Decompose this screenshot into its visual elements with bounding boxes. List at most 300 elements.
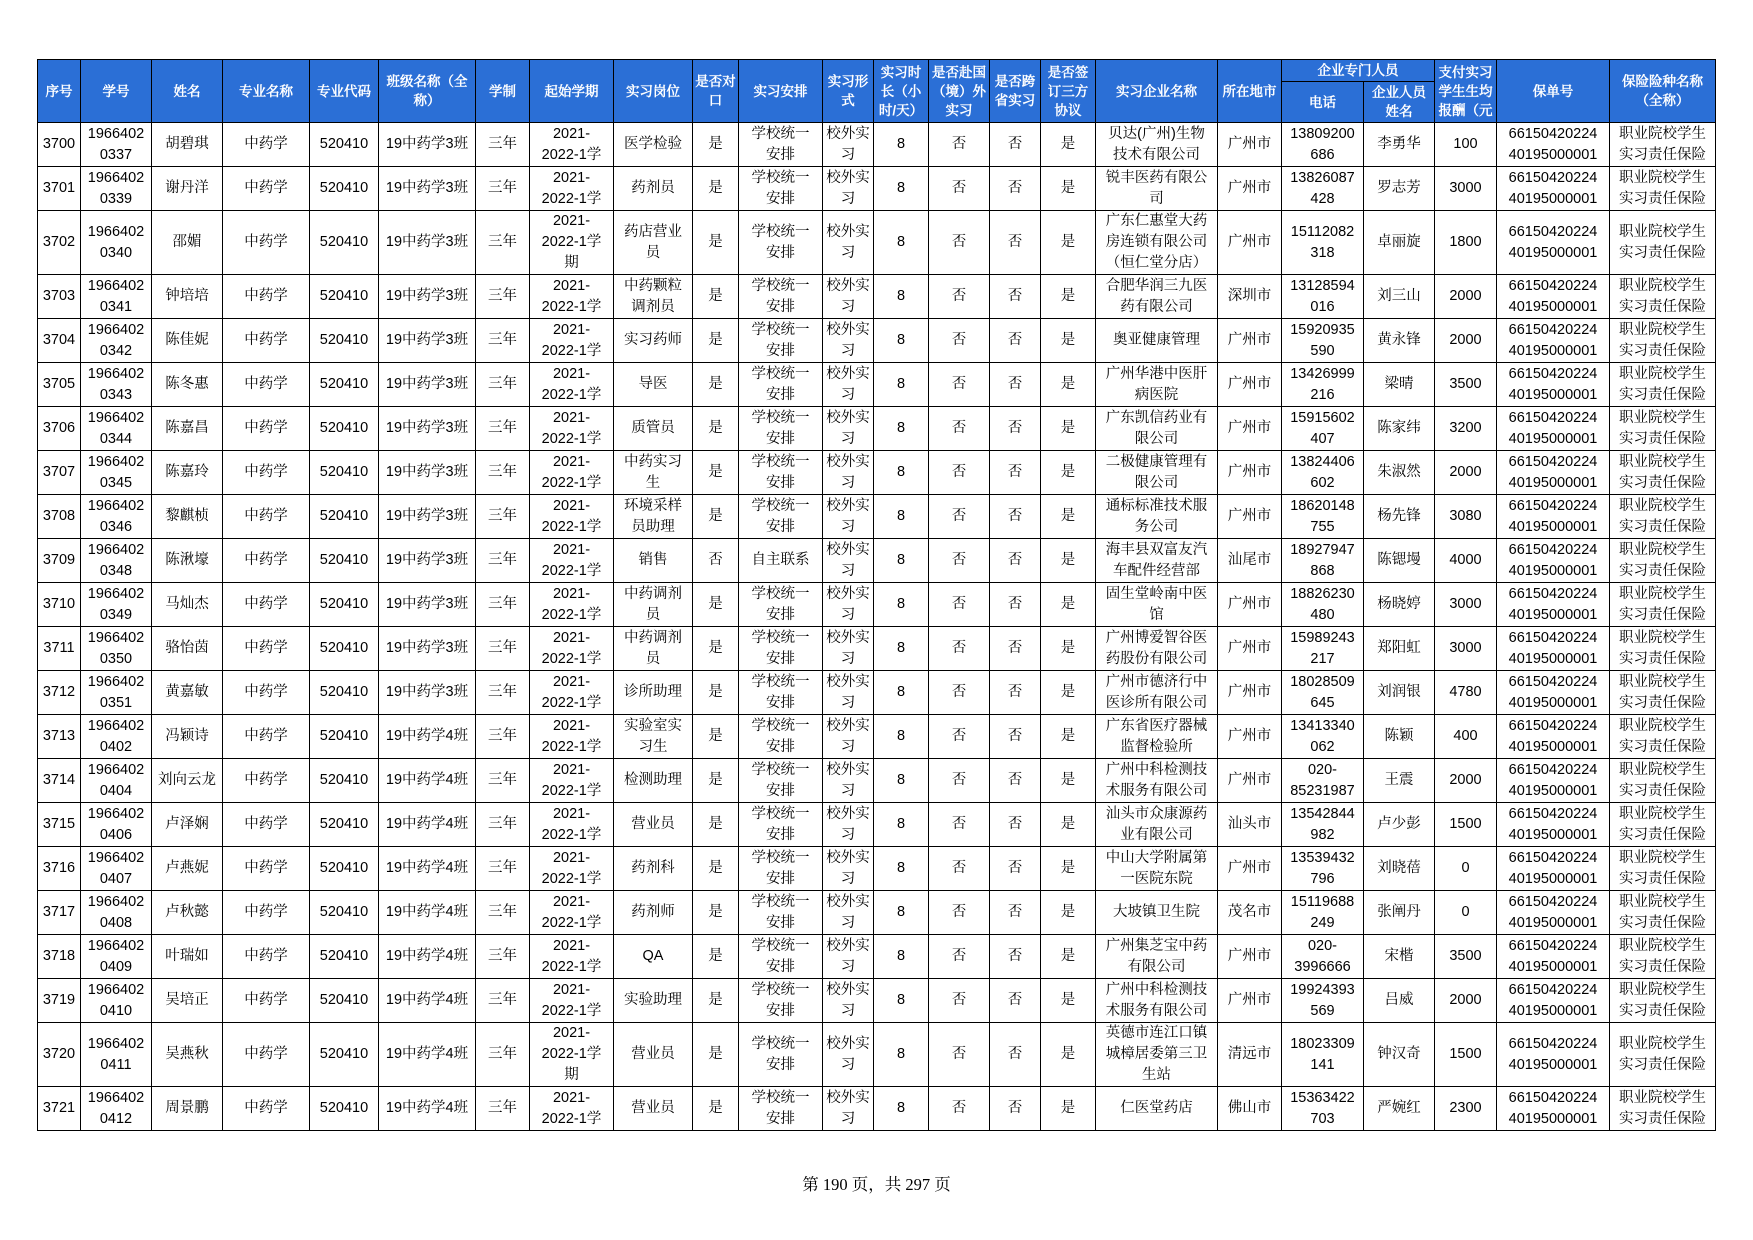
cell-company: 奥亚健康管理 xyxy=(1096,319,1218,363)
page-footer: 第 190 页，共 297 页 xyxy=(802,1175,951,1194)
cell-hours: 8 xyxy=(874,935,929,979)
cell-arrangement: 学校统一 安排 xyxy=(739,627,823,671)
table-row xyxy=(38,539,1716,583)
cell-contact: 卓丽旋 xyxy=(1364,211,1435,275)
cell-form: 校外实 习 xyxy=(823,759,874,803)
cell-city: 广州市 xyxy=(1218,715,1282,759)
cell-policy: 66150420224 40195000001 xyxy=(1497,1087,1610,1131)
cell-position: 诊所助理 xyxy=(614,671,693,715)
cell-position: 营业员 xyxy=(614,803,693,847)
cell-arrangement: 学校统一 安排 xyxy=(739,671,823,715)
cell-class: 19中药学4班 xyxy=(379,935,476,979)
cell-seq: 3708 xyxy=(38,495,81,539)
cell-arrangement: 学校统一 安排 xyxy=(739,495,823,539)
table-row xyxy=(38,319,1716,363)
cell-contact: 刘晓蓓 xyxy=(1364,847,1435,891)
cell-form: 校外实 习 xyxy=(823,319,874,363)
cell-matched: 是 xyxy=(693,847,739,891)
cell-form: 校外实 习 xyxy=(823,539,874,583)
cell-hours: 8 xyxy=(874,671,929,715)
header-company: 实习企业名称 xyxy=(1096,60,1218,123)
cell-code: 520410 xyxy=(310,671,379,715)
cell-id: 1966402 0350 xyxy=(81,627,152,671)
cell-cross-province: 否 xyxy=(990,759,1041,803)
cell-seq: 3713 xyxy=(38,715,81,759)
cell-contact: 梁晴 xyxy=(1364,363,1435,407)
cell-form: 校外实 习 xyxy=(823,1023,874,1087)
cell-pay: 400 xyxy=(1435,715,1497,759)
cell-pay: 2000 xyxy=(1435,451,1497,495)
cell-position: 药店营业 员 xyxy=(614,211,693,275)
internship-table xyxy=(37,59,1716,1131)
cell-arrangement: 学校统一 安排 xyxy=(739,803,823,847)
table-row xyxy=(38,1087,1716,1131)
cell-phone: 18620148 755 xyxy=(1282,495,1364,539)
cell-cross-province: 否 xyxy=(990,495,1041,539)
header-form: 实习形 式 xyxy=(823,60,874,123)
cell-hours: 8 xyxy=(874,979,929,1023)
header-matched: 是否对 口 xyxy=(693,60,739,123)
cell-abroad: 否 xyxy=(929,211,990,275)
cell-contact: 严婉红 xyxy=(1364,1087,1435,1131)
cell-company: 广州市德济行中 医诊所有限公司 xyxy=(1096,671,1218,715)
cell-duration: 三年 xyxy=(476,275,530,319)
cell-policy: 66150420224 40195000001 xyxy=(1497,319,1610,363)
cell-tripartite: 是 xyxy=(1041,123,1096,167)
cell-seq: 3705 xyxy=(38,363,81,407)
cell-duration: 三年 xyxy=(476,759,530,803)
cell-class: 19中药学3班 xyxy=(379,583,476,627)
cell-class: 19中药学4班 xyxy=(379,1023,476,1087)
cell-code: 520410 xyxy=(310,211,379,275)
cell-contact: 刘润银 xyxy=(1364,671,1435,715)
cell-name: 卢秋懿 xyxy=(152,891,223,935)
cell-hours: 8 xyxy=(874,715,929,759)
cell-cross-province: 否 xyxy=(990,407,1041,451)
cell-position: 医学检验 xyxy=(614,123,693,167)
cell-cross-province: 否 xyxy=(990,451,1041,495)
cell-matched: 是 xyxy=(693,1023,739,1087)
cell-phone: 15920935 590 xyxy=(1282,319,1364,363)
cell-form: 校外实 习 xyxy=(823,363,874,407)
cell-hours: 8 xyxy=(874,759,929,803)
cell-pay: 3080 xyxy=(1435,495,1497,539)
table-row xyxy=(38,167,1716,211)
table-row xyxy=(38,627,1716,671)
cell-company: 广州博爱智谷医 药股份有限公司 xyxy=(1096,627,1218,671)
cell-contact: 王震 xyxy=(1364,759,1435,803)
cell-seq: 3715 xyxy=(38,803,81,847)
cell-major: 中药学 xyxy=(223,627,310,671)
cell-pay: 1500 xyxy=(1435,803,1497,847)
cell-phone: 020- 3996666 xyxy=(1282,935,1364,979)
cell-matched: 是 xyxy=(693,715,739,759)
cell-id: 1966402 0402 xyxy=(81,715,152,759)
table-row xyxy=(38,495,1716,539)
cell-city: 广州市 xyxy=(1218,671,1282,715)
cell-code: 520410 xyxy=(310,451,379,495)
cell-name: 卢泽娴 xyxy=(152,803,223,847)
cell-name: 叶瑞如 xyxy=(152,935,223,979)
cell-arrangement: 学校统一 安排 xyxy=(739,167,823,211)
cell-matched: 是 xyxy=(693,671,739,715)
cell-arrangement: 学校统一 安排 xyxy=(739,123,823,167)
cell-tripartite: 是 xyxy=(1041,627,1096,671)
cell-policy: 66150420224 40195000001 xyxy=(1497,495,1610,539)
cell-id: 1966402 0345 xyxy=(81,451,152,495)
cell-id: 1966402 0409 xyxy=(81,935,152,979)
cell-name: 陈佳妮 xyxy=(152,319,223,363)
cell-company: 汕头市众康源药 业有限公司 xyxy=(1096,803,1218,847)
cell-contact: 钟汉奇 xyxy=(1364,1023,1435,1087)
header-major: 专业名称 xyxy=(223,60,310,123)
cell-class: 19中药学3班 xyxy=(379,123,476,167)
cell-policy: 66150420224 40195000001 xyxy=(1497,803,1610,847)
cell-id: 1966402 0337 xyxy=(81,123,152,167)
cell-arrangement: 学校统一 安排 xyxy=(739,319,823,363)
cell-company: 仁医堂药店 xyxy=(1096,1087,1218,1131)
cell-cross-province: 否 xyxy=(990,167,1041,211)
cell-company: 大坡镇卫生院 xyxy=(1096,891,1218,935)
cell-id: 1966402 0406 xyxy=(81,803,152,847)
cell-form: 校外实 习 xyxy=(823,979,874,1023)
cell-abroad: 否 xyxy=(929,1087,990,1131)
cell-city: 广州市 xyxy=(1218,451,1282,495)
cell-duration: 三年 xyxy=(476,123,530,167)
cell-form: 校外实 习 xyxy=(823,583,874,627)
cell-major: 中药学 xyxy=(223,495,310,539)
cell-seq: 3702 xyxy=(38,211,81,275)
header-phone: 电话 xyxy=(1282,82,1364,123)
cell-code: 520410 xyxy=(310,363,379,407)
cell-company: 贝达(广州)生物 技术有限公司 xyxy=(1096,123,1218,167)
cell-duration: 三年 xyxy=(476,583,530,627)
cell-duration: 三年 xyxy=(476,803,530,847)
cell-term: 2021- 2022-1学 xyxy=(530,803,614,847)
cell-policy: 66150420224 40195000001 xyxy=(1497,759,1610,803)
table-row xyxy=(38,891,1716,935)
cell-insurance: 职业院校学生 实习责任保险 xyxy=(1610,167,1716,211)
cell-hours: 8 xyxy=(874,363,929,407)
cell-contact: 宋楷 xyxy=(1364,935,1435,979)
cell-insurance: 职业院校学生 实习责任保险 xyxy=(1610,935,1716,979)
cell-form: 校外实 习 xyxy=(823,407,874,451)
cell-arrangement: 自主联系 xyxy=(739,539,823,583)
cell-abroad: 否 xyxy=(929,167,990,211)
cell-class: 19中药学4班 xyxy=(379,759,476,803)
cell-position: 销售 xyxy=(614,539,693,583)
cell-major: 中药学 xyxy=(223,275,310,319)
cell-pay: 3200 xyxy=(1435,407,1497,451)
cell-name: 邵媚 xyxy=(152,211,223,275)
cell-major: 中药学 xyxy=(223,407,310,451)
cell-major: 中药学 xyxy=(223,671,310,715)
cell-tripartite: 是 xyxy=(1041,319,1096,363)
cell-id: 1966402 0410 xyxy=(81,979,152,1023)
cell-insurance: 职业院校学生 实习责任保险 xyxy=(1610,539,1716,583)
cell-city: 深圳市 xyxy=(1218,275,1282,319)
cell-phone: 19924393 569 xyxy=(1282,979,1364,1023)
cell-hours: 8 xyxy=(874,1023,929,1087)
cell-form: 校外实 习 xyxy=(823,671,874,715)
cell-class: 19中药学3班 xyxy=(379,627,476,671)
cell-tripartite: 是 xyxy=(1041,671,1096,715)
cell-form: 校外实 习 xyxy=(823,167,874,211)
cell-hours: 8 xyxy=(874,275,929,319)
cell-position: 中药调剂 员 xyxy=(614,583,693,627)
cell-company: 合肥华润三九医 药有限公司 xyxy=(1096,275,1218,319)
table-row xyxy=(38,847,1716,891)
cell-code: 520410 xyxy=(310,407,379,451)
cell-tripartite: 是 xyxy=(1041,583,1096,627)
cell-term: 2021- 2022-1学 xyxy=(530,979,614,1023)
cell-form: 校外实 习 xyxy=(823,891,874,935)
cell-insurance: 职业院校学生 实习责任保险 xyxy=(1610,1023,1716,1087)
cell-class: 19中药学4班 xyxy=(379,715,476,759)
cell-company: 锐丰医药有限公 司 xyxy=(1096,167,1218,211)
cell-duration: 三年 xyxy=(476,1023,530,1087)
cell-company: 二极健康管理有 限公司 xyxy=(1096,451,1218,495)
cell-insurance: 职业院校学生 实习责任保险 xyxy=(1610,847,1716,891)
cell-duration: 三年 xyxy=(476,167,530,211)
cell-class: 19中药学3班 xyxy=(379,211,476,275)
cell-major: 中药学 xyxy=(223,583,310,627)
cell-form: 校外实 习 xyxy=(823,123,874,167)
cell-company: 广州中科检测技 术服务有限公司 xyxy=(1096,979,1218,1023)
cell-term: 2021- 2022-1学 xyxy=(530,847,614,891)
cell-policy: 66150420224 40195000001 xyxy=(1497,1023,1610,1087)
cell-matched: 是 xyxy=(693,275,739,319)
cell-major: 中药学 xyxy=(223,167,310,211)
cell-company: 广东凯信药业有 限公司 xyxy=(1096,407,1218,451)
cell-name: 骆怡茵 xyxy=(152,627,223,671)
cell-name: 胡碧琪 xyxy=(152,123,223,167)
cell-term: 2021- 2022-1学 期 xyxy=(530,1023,614,1087)
cell-term: 2021- 2022-1学 xyxy=(530,759,614,803)
cell-tripartite: 是 xyxy=(1041,891,1096,935)
cell-form: 校外实 习 xyxy=(823,1087,874,1131)
cell-position: 质管员 xyxy=(614,407,693,451)
cell-pay: 2000 xyxy=(1435,759,1497,803)
cell-policy: 66150420224 40195000001 xyxy=(1497,167,1610,211)
cell-city: 广州市 xyxy=(1218,363,1282,407)
header-duration: 学制 xyxy=(476,60,530,123)
cell-insurance: 职业院校学生 实习责任保险 xyxy=(1610,495,1716,539)
cell-matched: 是 xyxy=(693,167,739,211)
cell-insurance: 职业院校学生 实习责任保险 xyxy=(1610,363,1716,407)
header-tripartite: 是否签 订三方 协议 xyxy=(1041,60,1096,123)
cell-term: 2021- 2022-1学 xyxy=(530,495,614,539)
cell-phone: 15989243 217 xyxy=(1282,627,1364,671)
cell-insurance: 职业院校学生 实习责任保险 xyxy=(1610,891,1716,935)
cell-id: 1966402 0344 xyxy=(81,407,152,451)
cell-name: 黎麒桢 xyxy=(152,495,223,539)
cell-term: 2021- 2022-1学 xyxy=(530,275,614,319)
cell-seq: 3712 xyxy=(38,671,81,715)
cell-form: 校外实 习 xyxy=(823,715,874,759)
header-insurance: 保险险种名称 （全称） xyxy=(1610,60,1716,123)
cell-major: 中药学 xyxy=(223,935,310,979)
cell-position: 药剂师 xyxy=(614,891,693,935)
cell-arrangement: 学校统一 安排 xyxy=(739,451,823,495)
cell-company: 广州中科检测技 术服务有限公司 xyxy=(1096,759,1218,803)
header-seq: 序号 xyxy=(38,60,81,123)
cell-matched: 是 xyxy=(693,363,739,407)
cell-id: 1966402 0412 xyxy=(81,1087,152,1131)
cell-hours: 8 xyxy=(874,123,929,167)
cell-class: 19中药学3班 xyxy=(379,275,476,319)
cell-city: 广州市 xyxy=(1218,847,1282,891)
cell-arrangement: 学校统一 安排 xyxy=(739,407,823,451)
cell-form: 校外实 习 xyxy=(823,935,874,979)
header-class: 班级名称（全 称） xyxy=(379,60,476,123)
cell-arrangement: 学校统一 安排 xyxy=(739,847,823,891)
cell-hours: 8 xyxy=(874,539,929,583)
cell-position: QA xyxy=(614,935,693,979)
cell-insurance: 职业院校学生 实习责任保险 xyxy=(1610,1087,1716,1131)
cell-major: 中药学 xyxy=(223,319,310,363)
cell-insurance: 职业院校学生 实习责任保险 xyxy=(1610,123,1716,167)
cell-abroad: 否 xyxy=(929,123,990,167)
cell-cross-province: 否 xyxy=(990,803,1041,847)
cell-code: 520410 xyxy=(310,847,379,891)
cell-phone: 13128594 016 xyxy=(1282,275,1364,319)
cell-code: 520410 xyxy=(310,275,379,319)
cell-duration: 三年 xyxy=(476,495,530,539)
cell-insurance: 职业院校学生 实习责任保险 xyxy=(1610,211,1716,275)
cell-company: 广东仁惠堂大药 房连锁有限公司 （恒仁堂分店） xyxy=(1096,211,1218,275)
cell-duration: 三年 xyxy=(476,627,530,671)
cell-matched: 是 xyxy=(693,211,739,275)
cell-class: 19中药学3班 xyxy=(379,407,476,451)
cell-phone: 13809200 686 xyxy=(1282,123,1364,167)
cell-abroad: 否 xyxy=(929,627,990,671)
cell-name: 陈嘉玲 xyxy=(152,451,223,495)
header-hours: 实习时 长（小 时/天） xyxy=(874,60,929,123)
cell-position: 药剂员 xyxy=(614,167,693,211)
cell-tripartite: 是 xyxy=(1041,451,1096,495)
cell-arrangement: 学校统一 安排 xyxy=(739,1087,823,1131)
cell-tripartite: 是 xyxy=(1041,803,1096,847)
cell-seq: 3701 xyxy=(38,167,81,211)
cell-hours: 8 xyxy=(874,803,929,847)
cell-abroad: 否 xyxy=(929,715,990,759)
header-city: 所在地市 xyxy=(1218,60,1282,123)
cell-phone: 15119688 249 xyxy=(1282,891,1364,935)
cell-duration: 三年 xyxy=(476,451,530,495)
cell-abroad: 否 xyxy=(929,583,990,627)
cell-matched: 是 xyxy=(693,759,739,803)
cell-insurance: 职业院校学生 实习责任保险 xyxy=(1610,803,1716,847)
cell-policy: 66150420224 40195000001 xyxy=(1497,539,1610,583)
table-row xyxy=(38,407,1716,451)
cell-arrangement: 学校统一 安排 xyxy=(739,891,823,935)
cell-contact: 陈家纬 xyxy=(1364,407,1435,451)
cell-seq: 3707 xyxy=(38,451,81,495)
cell-name: 钟培培 xyxy=(152,275,223,319)
table-row xyxy=(38,211,1716,275)
cell-phone: 18927947 868 xyxy=(1282,539,1364,583)
cell-abroad: 否 xyxy=(929,1023,990,1087)
cell-seq: 3718 xyxy=(38,935,81,979)
cell-position: 实验助理 xyxy=(614,979,693,1023)
cell-term: 2021- 2022-1学 xyxy=(530,451,614,495)
cell-pay: 4000 xyxy=(1435,539,1497,583)
cell-pay: 1800 xyxy=(1435,211,1497,275)
cell-position: 中药颗粒 调剂员 xyxy=(614,275,693,319)
cell-phone: 15363422 703 xyxy=(1282,1087,1364,1131)
cell-pay: 1500 xyxy=(1435,1023,1497,1087)
cell-duration: 三年 xyxy=(476,211,530,275)
cell-matched: 是 xyxy=(693,803,739,847)
cell-code: 520410 xyxy=(310,891,379,935)
cell-term: 2021- 2022-1学 xyxy=(530,363,614,407)
cell-duration: 三年 xyxy=(476,407,530,451)
cell-class: 19中药学3班 xyxy=(379,495,476,539)
cell-abroad: 否 xyxy=(929,891,990,935)
cell-code: 520410 xyxy=(310,167,379,211)
table-row xyxy=(38,935,1716,979)
cell-contact: 郑阳虹 xyxy=(1364,627,1435,671)
cell-city: 广州市 xyxy=(1218,123,1282,167)
cell-id: 1966402 0411 xyxy=(81,1023,152,1087)
cell-class: 19中药学4班 xyxy=(379,891,476,935)
cell-class: 19中药学3班 xyxy=(379,167,476,211)
cell-id: 1966402 0349 xyxy=(81,583,152,627)
cell-position: 营业员 xyxy=(614,1023,693,1087)
cell-major: 中药学 xyxy=(223,363,310,407)
cell-arrangement: 学校统一 安排 xyxy=(739,759,823,803)
cell-pay: 3500 xyxy=(1435,935,1497,979)
cell-city: 广州市 xyxy=(1218,935,1282,979)
header-student-id: 学号 xyxy=(81,60,152,123)
cell-abroad: 否 xyxy=(929,803,990,847)
header-policy: 保单号 xyxy=(1497,60,1610,123)
cell-class: 19中药学3班 xyxy=(379,539,476,583)
cell-phone: 13426999 216 xyxy=(1282,363,1364,407)
cell-major: 中药学 xyxy=(223,1087,310,1131)
table-row xyxy=(38,759,1716,803)
cell-duration: 三年 xyxy=(476,891,530,935)
cell-class: 19中药学3班 xyxy=(379,671,476,715)
cell-city: 广州市 xyxy=(1218,495,1282,539)
header-abroad: 是否赴国 （境）外 实习 xyxy=(929,60,990,123)
cell-seq: 3704 xyxy=(38,319,81,363)
cell-cross-province: 否 xyxy=(990,847,1041,891)
header-major-code: 专业代码 xyxy=(310,60,379,123)
cell-class: 19中药学3班 xyxy=(379,451,476,495)
cell-major: 中药学 xyxy=(223,803,310,847)
cell-phone: 13539432 796 xyxy=(1282,847,1364,891)
header-pay: 支付实习 学生生均 报酬（元 xyxy=(1435,60,1497,123)
cell-seq: 3721 xyxy=(38,1087,81,1131)
cell-class: 19中药学3班 xyxy=(379,363,476,407)
cell-cross-province: 否 xyxy=(990,979,1041,1023)
cell-pay: 3000 xyxy=(1435,167,1497,211)
cell-id: 1966402 0404 xyxy=(81,759,152,803)
cell-major: 中药学 xyxy=(223,715,310,759)
header-term: 起始学期 xyxy=(530,60,614,123)
cell-code: 520410 xyxy=(310,319,379,363)
cell-seq: 3719 xyxy=(38,979,81,1023)
cell-matched: 是 xyxy=(693,979,739,1023)
cell-cross-province: 否 xyxy=(990,123,1041,167)
cell-phone: 18028509 645 xyxy=(1282,671,1364,715)
cell-id: 1966402 0343 xyxy=(81,363,152,407)
cell-term: 2021- 2022-1学 xyxy=(530,935,614,979)
cell-pay: 2000 xyxy=(1435,979,1497,1023)
table-row xyxy=(38,715,1716,759)
